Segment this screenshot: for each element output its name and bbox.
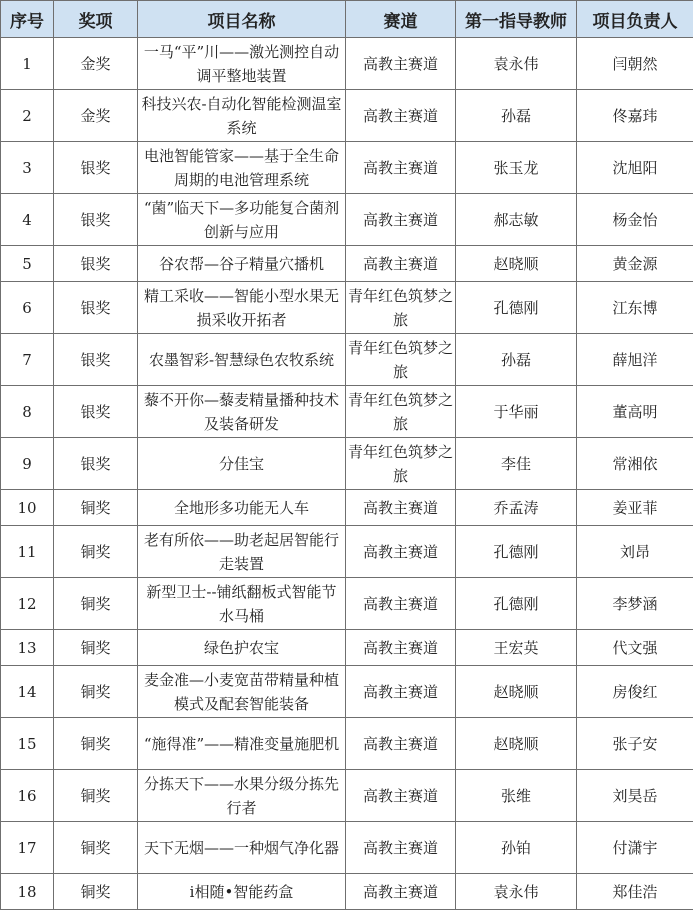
cell-track: 青年红色筑梦之旅 xyxy=(346,438,456,490)
cell-index: 8 xyxy=(1,386,54,438)
cell-award: 银奖 xyxy=(54,246,138,282)
cell-teacher: 孙铂 xyxy=(456,822,577,874)
cell-leader: 房俊红 xyxy=(577,666,693,718)
cell-teacher: 于华丽 xyxy=(456,386,577,438)
cell-index: 15 xyxy=(1,718,54,770)
cell-teacher: 郝志敏 xyxy=(456,194,577,246)
table-row xyxy=(1,142,693,194)
cell-project-name: 谷农帮—谷子精量穴播机 xyxy=(138,246,346,282)
cell-track: 青年红色筑梦之旅 xyxy=(346,282,456,334)
cell-project-name: “菌”临天下—多功能复合菌剂创新与应用 xyxy=(138,194,346,246)
cell-track: 高教主赛道 xyxy=(346,874,456,910)
cell-award: 铜奖 xyxy=(54,630,138,666)
cell-track: 高教主赛道 xyxy=(346,770,456,822)
cell-teacher: 孔德刚 xyxy=(456,282,577,334)
cell-project-name: 分拣天下——水果分级分拣先行者 xyxy=(138,770,346,822)
cell-leader: 张子安 xyxy=(577,718,693,770)
cell-teacher: 赵晓顺 xyxy=(456,718,577,770)
cell-index: 10 xyxy=(1,490,54,526)
cell-index: 1 xyxy=(1,38,54,90)
table-row xyxy=(1,334,693,386)
cell-award: 金奖 xyxy=(54,38,138,90)
cell-project-name: 精工采收——智能小型水果无损采收开拓者 xyxy=(138,282,346,334)
cell-leader: 李梦涵 xyxy=(577,578,693,630)
cell-index: 16 xyxy=(1,770,54,822)
cell-award: 银奖 xyxy=(54,194,138,246)
cell-leader: 佟嘉玮 xyxy=(577,90,693,142)
table-row xyxy=(1,38,693,90)
cell-index: 5 xyxy=(1,246,54,282)
table-row xyxy=(1,874,693,910)
header-leader: 项目负责人 xyxy=(577,1,693,38)
cell-teacher: 张玉龙 xyxy=(456,142,577,194)
cell-index: 3 xyxy=(1,142,54,194)
cell-leader: 董高明 xyxy=(577,386,693,438)
cell-index: 12 xyxy=(1,578,54,630)
table-row xyxy=(1,666,693,718)
table-row xyxy=(1,282,693,334)
table-row xyxy=(1,246,693,282)
cell-teacher: 孔德刚 xyxy=(456,578,577,630)
cell-track: 高教主赛道 xyxy=(346,246,456,282)
cell-award: 银奖 xyxy=(54,438,138,490)
cell-award: 铜奖 xyxy=(54,578,138,630)
cell-project-name: 绿色护农宝 xyxy=(138,630,346,666)
cell-track: 高教主赛道 xyxy=(346,578,456,630)
cell-project-name: 全地形多功能无人车 xyxy=(138,490,346,526)
cell-track: 高教主赛道 xyxy=(346,822,456,874)
cell-track: 高教主赛道 xyxy=(346,38,456,90)
cell-index: 9 xyxy=(1,438,54,490)
cell-award: 铜奖 xyxy=(54,822,138,874)
cell-leader: 代文强 xyxy=(577,630,693,666)
cell-project-name: 科技兴农-自动化智能检测温室系统 xyxy=(138,90,346,142)
cell-track: 高教主赛道 xyxy=(346,142,456,194)
header-track: 赛道 xyxy=(346,1,456,38)
cell-index: 7 xyxy=(1,334,54,386)
cell-award: 金奖 xyxy=(54,90,138,142)
cell-track: 高教主赛道 xyxy=(346,194,456,246)
header-project-name: 项目名称 xyxy=(138,1,346,38)
cell-award: 银奖 xyxy=(54,386,138,438)
cell-project-name: 天下无烟——一种烟气净化器 xyxy=(138,822,346,874)
cell-leader: 江东博 xyxy=(577,282,693,334)
cell-project-name: 新型卫士--铺纸翻板式智能节水马桶 xyxy=(138,578,346,630)
table-row xyxy=(1,490,693,526)
cell-index: 17 xyxy=(1,822,54,874)
cell-leader: 付潇宇 xyxy=(577,822,693,874)
cell-index: 18 xyxy=(1,874,54,910)
table-row xyxy=(1,90,693,142)
table-row xyxy=(1,526,693,578)
cell-teacher: 王宏英 xyxy=(456,630,577,666)
cell-project-name: 一马“平”川——激光测控自动调平整地装置 xyxy=(138,38,346,90)
cell-award: 铜奖 xyxy=(54,874,138,910)
cell-index: 2 xyxy=(1,90,54,142)
cell-leader: 沈旭阳 xyxy=(577,142,693,194)
cell-leader: 闫朝然 xyxy=(577,38,693,90)
table-row xyxy=(1,386,693,438)
table-row xyxy=(1,630,693,666)
cell-track: 高教主赛道 xyxy=(346,666,456,718)
cell-award: 铜奖 xyxy=(54,770,138,822)
cell-teacher: 孙磊 xyxy=(456,334,577,386)
cell-project-name: 农墨智彩-智慧绿色农牧系统 xyxy=(138,334,346,386)
cell-award: 铜奖 xyxy=(54,526,138,578)
cell-project-name: 老有所依——助老起居智能行走装置 xyxy=(138,526,346,578)
cell-project-name: “施得准”——精准变量施肥机 xyxy=(138,718,346,770)
table-row xyxy=(1,718,693,770)
table-row xyxy=(1,194,693,246)
cell-leader: 刘昂 xyxy=(577,526,693,578)
cell-track: 高教主赛道 xyxy=(346,90,456,142)
table-body xyxy=(1,38,693,910)
table-row xyxy=(1,770,693,822)
cell-project-name: i相随•智能药盒 xyxy=(138,874,346,910)
cell-project-name: 麦金准—小麦宽苗带精量种植模式及配套智能装备 xyxy=(138,666,346,718)
cell-award: 银奖 xyxy=(54,282,138,334)
header-teacher: 第一指导教师 xyxy=(456,1,577,38)
cell-leader: 黄金源 xyxy=(577,246,693,282)
cell-index: 13 xyxy=(1,630,54,666)
header-index: 序号 xyxy=(1,1,54,38)
cell-award: 铜奖 xyxy=(54,718,138,770)
cell-teacher: 赵晓顺 xyxy=(456,246,577,282)
cell-track: 高教主赛道 xyxy=(346,526,456,578)
cell-award: 银奖 xyxy=(54,142,138,194)
header-award: 奖项 xyxy=(54,1,138,38)
table-row xyxy=(1,438,693,490)
cell-teacher: 赵晓顺 xyxy=(456,666,577,718)
cell-teacher: 孔德刚 xyxy=(456,526,577,578)
cell-leader: 刘昊岳 xyxy=(577,770,693,822)
cell-track: 青年红色筑梦之旅 xyxy=(346,334,456,386)
cell-index: 4 xyxy=(1,194,54,246)
cell-teacher: 李佳 xyxy=(456,438,577,490)
cell-teacher: 孙磊 xyxy=(456,90,577,142)
cell-project-name: 藜不开你—藜麦精量播种技术及装备研发 xyxy=(138,386,346,438)
cell-project-name: 电池智能管家——基于全生命周期的电池管理系统 xyxy=(138,142,346,194)
table-row xyxy=(1,822,693,874)
cell-award: 铜奖 xyxy=(54,666,138,718)
cell-teacher: 袁永伟 xyxy=(456,874,577,910)
table-row xyxy=(1,578,693,630)
cell-index: 14 xyxy=(1,666,54,718)
cell-index: 11 xyxy=(1,526,54,578)
cell-award: 银奖 xyxy=(54,334,138,386)
cell-leader: 常湘依 xyxy=(577,438,693,490)
cell-track: 高教主赛道 xyxy=(346,718,456,770)
cell-leader: 姜亚菲 xyxy=(577,490,693,526)
cell-track: 青年红色筑梦之旅 xyxy=(346,386,456,438)
cell-leader: 杨金怡 xyxy=(577,194,693,246)
header-row xyxy=(1,1,693,38)
cell-teacher: 乔孟涛 xyxy=(456,490,577,526)
cell-project-name: 分佳宝 xyxy=(138,438,346,490)
cell-teacher: 袁永伟 xyxy=(456,38,577,90)
cell-award: 铜奖 xyxy=(54,490,138,526)
cell-leader: 郑佳浩 xyxy=(577,874,693,910)
cell-index: 6 xyxy=(1,282,54,334)
cell-track: 高教主赛道 xyxy=(346,630,456,666)
cell-teacher: 张维 xyxy=(456,770,577,822)
cell-leader: 薛旭洋 xyxy=(577,334,693,386)
cell-track: 高教主赛道 xyxy=(346,490,456,526)
